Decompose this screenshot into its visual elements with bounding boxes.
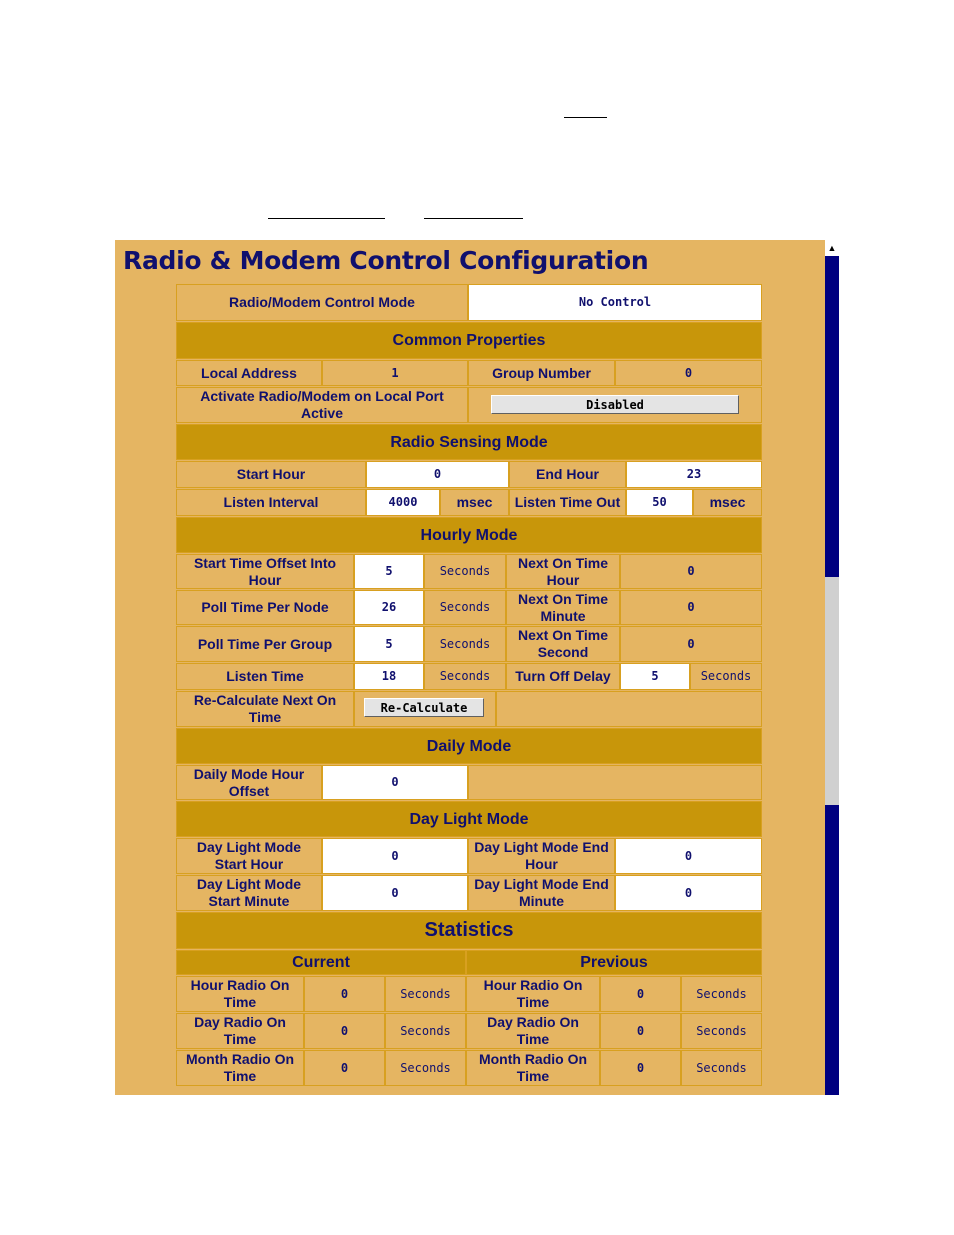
- listen-time-label: Listen Time: [176, 663, 354, 690]
- stats-previous-value: 0: [600, 1050, 681, 1086]
- poll-group-unit: Seconds: [424, 626, 506, 662]
- daylight-start-minute-label: Day Light Mode Start Minute: [176, 875, 322, 911]
- radio-sensing-header: Radio Sensing Mode: [176, 424, 762, 460]
- stats-previous-value: 0: [600, 976, 681, 1012]
- start-offset-unit: Seconds: [424, 554, 506, 589]
- stats-current-header: Current: [176, 950, 466, 975]
- daylight-mode-header: Day Light Mode: [176, 801, 762, 837]
- daily-mode-header: Daily Mode: [176, 728, 762, 764]
- listen-timeout-label: Listen Time Out: [509, 489, 626, 516]
- turn-off-delay-input[interactable]: 5: [620, 663, 690, 690]
- listen-interval-unit: msec: [440, 489, 509, 516]
- poll-group-input[interactable]: 5: [354, 626, 424, 662]
- activate-on-port-label: Activate Radio/Modem on Local Port Active: [176, 387, 468, 423]
- end-hour-input[interactable]: 23: [626, 461, 762, 488]
- empty-cell: [468, 765, 762, 800]
- daylight-start-hour-label: Day Light Mode Start Hour: [176, 838, 322, 874]
- listen-interval-input[interactable]: 4000: [366, 489, 440, 516]
- listen-timeout-unit: msec: [693, 489, 762, 516]
- daylight-start-minute-input[interactable]: 0: [322, 875, 468, 911]
- stats-unit: Seconds: [681, 976, 762, 1012]
- next-hour-value: 0: [620, 554, 762, 589]
- next-minute-value: 0: [620, 590, 762, 625]
- stats-previous-header: Previous: [466, 950, 762, 975]
- local-address-value: 1: [322, 360, 468, 386]
- stats-previous-label: Month Radio On Time: [466, 1050, 600, 1086]
- next-second-value: 0: [620, 626, 762, 662]
- next-second-label: Next On Time Second: [506, 626, 620, 662]
- poll-node-unit: Seconds: [424, 590, 506, 625]
- start-offset-label: Start Time Offset Into Hour: [176, 554, 354, 589]
- listen-interval-label: Listen Interval: [176, 489, 366, 516]
- daily-offset-label: Daily Mode Hour Offset: [176, 765, 322, 800]
- empty-cell: [496, 691, 762, 727]
- start-hour-label: Start Hour: [176, 461, 366, 488]
- next-hour-label: Next On Time Hour: [506, 554, 620, 589]
- statistics-header: Statistics: [176, 912, 762, 949]
- recalculate-label: Re-Calculate Next On Time: [176, 691, 354, 727]
- local-address-label: Local Address: [176, 360, 322, 386]
- stats-current-value: 0: [304, 1013, 385, 1049]
- next-minute-label: Next On Time Minute: [506, 590, 620, 625]
- stats-current-label: Hour Radio On Time: [176, 976, 304, 1012]
- poll-node-label: Poll Time Per Node: [176, 590, 354, 625]
- stats-unit: Seconds: [681, 1013, 762, 1049]
- start-hour-input[interactable]: 0: [366, 461, 509, 488]
- stats-current-value: 0: [304, 1050, 385, 1086]
- common-properties-header: Common Properties: [176, 322, 762, 359]
- start-offset-input[interactable]: 5: [354, 554, 424, 589]
- listen-time-input[interactable]: 18: [354, 663, 424, 690]
- daylight-end-minute-input[interactable]: 0: [615, 875, 762, 911]
- stats-previous-label: Hour Radio On Time: [466, 976, 600, 1012]
- daylight-start-hour-input[interactable]: 0: [322, 838, 468, 874]
- daylight-end-hour-input[interactable]: 0: [615, 838, 762, 874]
- group-number-label: Group Number: [468, 360, 615, 386]
- turn-off-delay-unit: Seconds: [690, 663, 762, 690]
- control-mode-select[interactable]: No Control: [468, 284, 762, 321]
- recalculate-button[interactable]: Re-Calculate: [364, 698, 484, 717]
- page-title: Radio & Modem Control Configuration: [123, 246, 649, 275]
- daylight-end-minute-label: Day Light Mode End Minute: [468, 875, 615, 911]
- text-underline: [564, 117, 607, 118]
- scroll-up-arrow-icon[interactable]: ▲: [825, 240, 839, 256]
- daylight-end-hour-label: Day Light Mode End Hour: [468, 838, 615, 874]
- config-panel: [115, 240, 825, 1095]
- stats-current-value: 0: [304, 976, 385, 1012]
- poll-node-input[interactable]: 26: [354, 590, 424, 625]
- turn-off-delay-label: Turn Off Delay: [506, 663, 620, 690]
- stats-previous-label: Day Radio On Time: [466, 1013, 600, 1049]
- listen-timeout-input[interactable]: 50: [626, 489, 693, 516]
- daily-offset-input[interactable]: 0: [322, 765, 468, 800]
- stats-current-label: Day Radio On Time: [176, 1013, 304, 1049]
- poll-group-label: Poll Time Per Group: [176, 626, 354, 662]
- control-mode-label: Radio/Modem Control Mode: [176, 284, 468, 321]
- vertical-scrollbar[interactable]: [825, 240, 839, 1095]
- group-number-value: 0: [615, 360, 762, 386]
- text-underline: [268, 218, 385, 219]
- stats-previous-value: 0: [600, 1013, 681, 1049]
- hourly-mode-header: Hourly Mode: [176, 517, 762, 553]
- stats-unit: Seconds: [385, 1050, 466, 1086]
- stats-unit: Seconds: [385, 1013, 466, 1049]
- scrollbar-thumb[interactable]: [825, 577, 839, 805]
- listen-time-unit: Seconds: [424, 663, 506, 690]
- stats-unit: Seconds: [681, 1050, 762, 1086]
- activate-on-port-select[interactable]: Disabled: [491, 395, 739, 414]
- end-hour-label: End Hour: [509, 461, 626, 488]
- text-underline: [424, 218, 523, 219]
- stats-current-label: Month Radio On Time: [176, 1050, 304, 1086]
- stats-unit: Seconds: [385, 976, 466, 1012]
